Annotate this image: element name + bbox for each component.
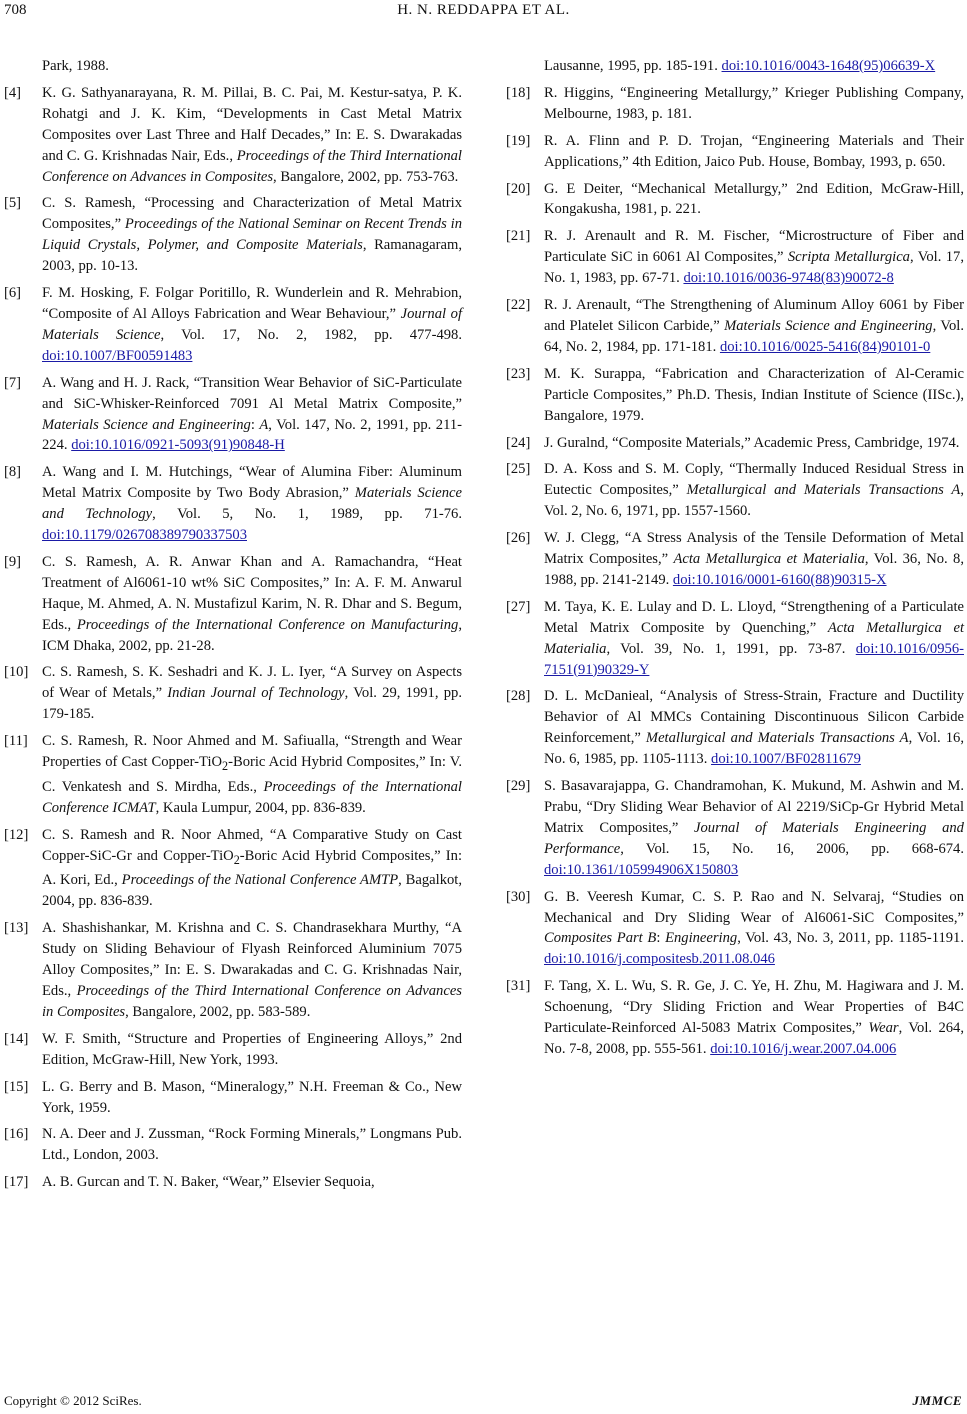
- reference-text: Park, 1988.: [42, 58, 109, 74]
- reference-entry: [506, 364, 964, 427]
- reference-text: R. J. Arenault and R. M. Fischer, “Microstructure of Fiber and Particulate SiC in 6061 Al Composites,”: [544, 228, 964, 266]
- reference-text: , Vol. 17, No. 2, 1982, pp. 477-498.: [160, 326, 462, 343]
- reference-text: W. F. Smith, “Structure and Properties of Engineering Alloys,” 2nd Edition, McGraw-Hill, New York, 1993.: [42, 1030, 462, 1068]
- reference-number: [25]: [506, 461, 531, 478]
- reference-entry: [4, 1124, 462, 1166]
- subscript-text: 2: [222, 759, 229, 773]
- reference-text: M. Taya, K. E. Lulay and D. L. Lloyd, “Strengthening of a Particulate Metal Matrix Composite by Quenching,”: [544, 598, 964, 636]
- reference-italic-text: Proceedings of the International Conference ICMAT: [42, 778, 462, 816]
- reference-text: , Vol. 17, No. 1, 1983, pp. 67-71.: [544, 249, 964, 287]
- reference-number: [4]: [4, 84, 22, 101]
- reference-text: , Vol. 36, No. 8, 1988, pp. 2141-2149.: [544, 551, 964, 588]
- reference-number: [12]: [4, 826, 29, 843]
- reference-text: C. S. Ramesh and R. Noor Ahmed, “A Comparative Study on Cast Copper-SiC-Gr and Copper-TiO: [42, 826, 462, 864]
- reference-italic-text: Proceedings of the International Conference on Manufacturing: [76, 616, 459, 633]
- running-header: H. N. REDDAPPA ET AL.: [397, 2, 570, 18]
- reference-number: [21]: [506, 228, 531, 245]
- reference-text: F. Tang, X. L. Wu, S. R. Ge, J. C. Ye, H. Zhu, M. Hagiwara and J. M. Schoenung, “Dry Sliding Friction and Wear Properties of B4C Particulate-Reinforced Al-5083 Matrix Composites,”: [544, 978, 964, 1037]
- reference-entry: [4, 552, 462, 657]
- reference-text: -Boric Acid Hybrid Composites,” In: A. Kori, Ed.,: [42, 847, 462, 889]
- reference-text: J. Guralnd, “Composite Materials,” Academic Press, Cambridge, 1974.: [544, 434, 960, 451]
- reference-number: [16]: [4, 1126, 29, 1143]
- reference-number: [26]: [506, 530, 531, 547]
- subscript-text: 2: [233, 852, 240, 867]
- reference-number: [31]: [506, 978, 531, 995]
- doi-link[interactable]: doi:10.1016/0921-5093(91)90848-H: [71, 437, 285, 454]
- reference-entry: [4, 825, 462, 913]
- reference-italic-text: Wear: [868, 1020, 899, 1037]
- reference-entry: [4, 193, 462, 277]
- doi-link[interactable]: doi:10.1007/BF00591483: [42, 347, 193, 364]
- doi-link[interactable]: doi:10.1016/0001-6160(88)90315-X: [672, 571, 887, 588]
- reference-text: C. S. Ramesh, A. R. Anwar Khan and A. Ramachandra, “Heat Treatment of Al6061-10 wt% SiC Composites,” In: A. F. M. Anwarul Haque, M. Ahmed, A. N. Mustafizul Karim, N. R. Dhar and S. Begum, Eds.,: [42, 553, 462, 633]
- reference-text: A. B. Gurcan and T. N. Baker, “Wear,” Elsevier Sequoia,: [42, 1174, 375, 1191]
- doi-link[interactable]: doi:10.1016/0036-9748(83)90072-8: [683, 270, 894, 287]
- reference-italic-text: Proceedings of the Third International Conference on Advances in Composites: [42, 147, 462, 185]
- reference-italic-text: Composites Part B: [544, 930, 657, 947]
- reference-italic-text: Materials Science and Technology: [42, 485, 462, 523]
- reference-text: , Bangalore, 2002, pp. 753-763.: [273, 168, 459, 185]
- reference-entry: [506, 686, 964, 770]
- reference-italic-text: A: [259, 416, 269, 433]
- reference-number: [29]: [506, 778, 531, 795]
- reference-text: A. Shashishankar, M. Krishna and C. S. Chandrasekhara Murthy, “A Study on Sliding Behaviour of Flyash Reinforced Aluminium 7075 Alloy Composites,” In: E. S. Dwarakadas and C. G. Krishnadas Nair, Eds.,: [42, 920, 462, 999]
- reference-number: [22]: [506, 297, 531, 314]
- reference-number: [13]: [4, 920, 29, 937]
- reference-text: F. M. Hosking, F. Folgar Poritillo, R. Wunderlein and R. Mehrabion, “Composite of Al Alloys Fabrication and Wear Behaviour,”: [42, 285, 462, 322]
- reference-number: [18]: [506, 84, 531, 101]
- reference-entry: [4, 731, 462, 819]
- reference-entry: [506, 887, 964, 971]
- reference-text: -Boric Acid Hybrid Composites,” In: V. C. Venkatesh and S. Mirdha, Eds.,: [42, 754, 463, 795]
- reference-text: W. J. Clegg, “A Stress Analysis of the Tensile Deformation of Metal Matrix Composites,”: [544, 530, 964, 568]
- reference-text: R. J. Arenault, “The Strengthening of Aluminum Alloy 6061 by Fiber and Platelet Silicon Carbide,”: [544, 297, 964, 334]
- reference-number: [9]: [4, 553, 22, 570]
- reference-text: , Ramanagaram, 2003, pp. 10-13.: [42, 237, 462, 275]
- reference-text: C. S. Ramesh, “Processing and Characterization of Metal Matrix Composites,”: [42, 195, 462, 233]
- reference-text: A. Wang and H. J. Rack, “Transition Wear Behavior of SiC-Particulate and SiC-Whisker-Reinforced 7091 Al Metal Matrix Composite,”: [42, 374, 462, 412]
- reference-entry: [506, 776, 964, 881]
- reference-text: L. G. Berry and B. Mason, “Mineralogy,” N.H. Freeman & Co., New York, 1959.: [42, 1078, 462, 1116]
- reference-text: , Vol. 2, No. 6, 1971, pp. 1557-1560.: [544, 482, 964, 520]
- reference-entry: [4, 462, 462, 546]
- reference-entry: [4, 1077, 462, 1119]
- reference-number: [19]: [506, 132, 531, 149]
- doi-link[interactable]: doi:10.1016/j.wear.2007.04.006: [710, 1040, 897, 1057]
- reference-text: N. A. Deer and J. Zussman, “Rock Forming Minerals,” Longmans Pub. Ltd., London, 2003.: [42, 1126, 462, 1164]
- reference-entry: [506, 597, 964, 681]
- reference-italic-text: Engineering: [665, 930, 738, 947]
- reference-number: [30]: [506, 888, 531, 905]
- reference-entry: [4, 918, 462, 1023]
- reference-number: [15]: [4, 1078, 29, 1095]
- reference-text: , Vol. 39, No. 1, 1991, pp. 73-87.: [606, 640, 856, 657]
- reference-text: , Vol. 264, No. 7-8, 2008, pp. 555-561.: [544, 1020, 964, 1057]
- reference-entry: [506, 459, 964, 522]
- reference-text: , Vol. 64, No. 2, 1984, pp. 171-181.: [544, 317, 964, 355]
- reference-number: [5]: [4, 195, 22, 212]
- reference-italic-text: Acta Metallurgica et Materialia: [544, 619, 965, 657]
- references-right-column: [506, 56, 964, 1066]
- reference-italic-text: Metallurgical and Materials Transactions A: [686, 482, 961, 499]
- doi-link[interactable]: doi:10.1361/105994906X150803: [544, 861, 739, 878]
- reference-text: G. E Deiter, “Mechanical Metallurgy,” 2nd Edition, McGraw-Hill, Kongakusha, 1981, p. 221.: [544, 180, 964, 218]
- reference-text: , Vol. 16, No. 6, 1985, pp. 1105-1113.: [544, 730, 964, 768]
- reference-number: [10]: [4, 664, 29, 681]
- reference-italic-text: Journal of Materials Engineering and Performance: [544, 819, 964, 857]
- reference-text: C. S. Ramesh, S. K. Seshadri and K. J. L. Iyer, “A Survey on Aspects of Wear of Metals,”: [42, 664, 462, 702]
- reference-number: [7]: [4, 374, 22, 391]
- doi-link[interactable]: doi:10.1016/j.compositesb.2011.08.046: [544, 951, 775, 968]
- reference-text: K. G. Sathyanarayana, R. M. Pillai, B. C. Pai, M. Kestur-satya, P. K. Rohatgi and J. K. Kim, “Developments in Cast Metal Matrix Composites over Last Three and Half Decades,” In: E. S. Dwarakadas and C. G. Krishnadas Nair, Eds.,: [42, 84, 462, 164]
- reference-italic-text: Scripta Metallurgica: [787, 249, 910, 266]
- reference-number: [23]: [506, 365, 531, 382]
- reference-entry: [506, 131, 964, 173]
- reference-text: , Vol. 43, No. 3, 2011, pp. 1185-1191.: [737, 930, 965, 947]
- reference-number: [11]: [4, 733, 28, 750]
- reference-entry: [4, 662, 462, 725]
- reference-entry: [4, 1172, 462, 1193]
- reference-text: , Bangalore, 2002, pp. 583-589.: [125, 1003, 311, 1020]
- references-left-column: [4, 56, 462, 1199]
- reference-italic-text: Indian Journal of Technology: [167, 685, 345, 702]
- reference-italic-text: Journal of Materials Science: [42, 305, 462, 343]
- reference-entry: [506, 528, 964, 591]
- reference-entry: [506, 226, 964, 289]
- reference-text: A. Wang and I. M. Hutchings, “Wear of Alumina Fiber: Aluminum Metal Matrix Composite by Two Body Abrasion,”: [42, 464, 462, 502]
- reference-text: , Bagalkot, 2004, pp. 836-839.: [42, 872, 462, 910]
- reference-entry: [4, 283, 462, 367]
- reference-italic-text: Materials Science and Engineering: [724, 317, 933, 334]
- reference-entry: [506, 179, 964, 221]
- reference-italic-text: Proceedings of the Third International Conference on Advances in Composites: [42, 982, 462, 1020]
- journal-abbreviation: JMMCE: [912, 1393, 962, 1408]
- reference-text: S. Basavarajappa, G. Chandramohan, K. Mukund, M. Ashwin and M. Prabu, “Dry Sliding Wear Behavior of Al 2219/SiCp-Gr Hybrid Metal Matrix Composites,”: [544, 778, 964, 836]
- reference-text: , Kaula Lumpur, 2004, pp. 836-839.: [155, 799, 366, 816]
- reference-text: , Vol. 5, No. 1, 1989, pp. 71-76.: [152, 506, 462, 523]
- reference-number: [24]: [506, 434, 531, 451]
- reference-text: , Vol. 147, No. 2, 1991, pp. 211-224.: [42, 416, 462, 454]
- reference-continuation: [506, 56, 964, 77]
- reference-italic-text: Acta Metallurgica et Materialia: [673, 551, 865, 568]
- reference-text: R. A. Flinn and P. D. Trojan, “Engineering Materials and Their Applications,” 4th Edition, Jaico Pub. House, Bombay, 1993, p. 650.: [544, 132, 964, 170]
- reference-number: [20]: [506, 180, 531, 197]
- reference-text: :: [250, 416, 260, 433]
- reference-entry: [4, 83, 462, 188]
- reference-number: [6]: [4, 285, 22, 302]
- reference-text: , Vol. 29, 1991, pp. 179-185.: [42, 685, 462, 723]
- reference-text: R. Higgins, “Engineering Metallurgy,” Krieger Publishing Company, Melbourne, 1983, p. 181.: [544, 84, 964, 122]
- reference-italic-text: Proceedings of the National Seminar on Recent Trends in Liquid Crystals, Polymer, and Composite Materials: [42, 216, 462, 254]
- doi-link[interactable]: doi:10.1016/0956-7151(91)90329-Y: [544, 640, 964, 678]
- reference-entry: [506, 433, 964, 454]
- reference-italic-text: Metallurgical and Materials Transactions A: [645, 730, 909, 747]
- reference-entry: [506, 295, 964, 358]
- doi-link[interactable]: doi:10.1016/0043-1648(95)06639-X: [721, 58, 936, 74]
- reference-entry: [4, 373, 462, 457]
- doi-link[interactable]: doi:10.1007/BF02811679: [711, 751, 861, 768]
- reference-entry: [506, 976, 964, 1060]
- page-number: 708: [4, 2, 27, 18]
- reference-entry: [4, 1029, 462, 1071]
- reference-text: G. B. Veeresh Kumar, C. S. P. Rao and N. Selvaraj, “Studies on Mechanical and Dry Sliding Wear of Al6061-SiC Composites,”: [544, 888, 964, 926]
- reference-italic-text: Proceedings of the National Conference AMTP: [121, 872, 399, 889]
- copyright-notice: Copyright © 2012 SciRes.: [4, 1393, 142, 1408]
- reference-text: D. A. Koss and S. M. Coply, “Thermally Induced Residual Stress in Eutectic Composites,”: [544, 461, 964, 499]
- reference-text: , ICM Dhaka, 2002, pp. 21-28.: [42, 616, 462, 654]
- doi-link[interactable]: doi:10.1179/026708389790337503: [42, 527, 247, 544]
- reference-number: [8]: [4, 464, 22, 481]
- reference-number: [14]: [4, 1030, 29, 1047]
- reference-text: , Vol. 15, No. 16, 2006, pp. 668-674.: [620, 840, 964, 857]
- reference-text: Lausanne, 1995, pp. 185-191.: [544, 58, 722, 74]
- reference-entry: [506, 83, 964, 125]
- reference-number: [27]: [506, 598, 531, 615]
- reference-number: [28]: [506, 688, 531, 705]
- doi-link[interactable]: doi:10.1016/0025-5416(84)90101-0: [719, 338, 931, 355]
- reference-italic-text: Materials Science and Engineering: [42, 416, 251, 433]
- reference-number: [17]: [4, 1174, 29, 1191]
- reference-text: C. S. Ramesh, R. Noor Ahmed and M. Safiualla, “Strength and Wear Properties of Cast Copper-TiO: [42, 733, 462, 771]
- reference-continuation: [4, 56, 462, 77]
- reference-text: :: [656, 930, 666, 947]
- reference-text: D. L. McDanieal, “Analysis of Stress-Strain, Fracture and Ductility Behavior of Al MMCs Containing Discontinuous Silicon Carbide Reinforcement,”: [544, 688, 964, 747]
- reference-text: M. K. Surappa, “Fabrication and Characterization of Al-Ceramic Particle Composites,” Ph.D. Thesis, Indian Institute of Science (IISc.), Bangalore, 1979.: [544, 365, 964, 424]
